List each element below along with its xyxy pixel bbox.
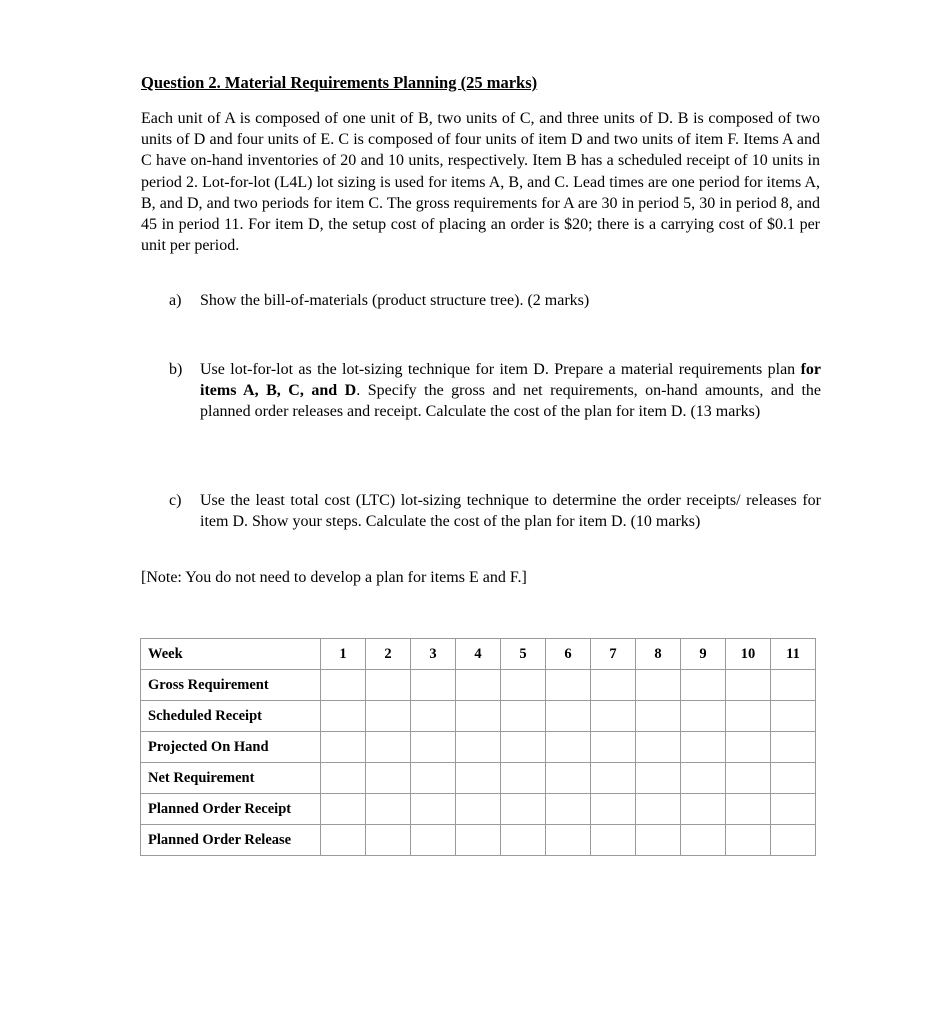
part-b-text-bold: for items A, B, C, and D bbox=[200, 361, 821, 400]
empty-cell bbox=[591, 825, 636, 856]
empty-cell bbox=[411, 794, 456, 825]
empty-cell bbox=[681, 732, 726, 763]
empty-cell bbox=[726, 794, 771, 825]
empty-cell bbox=[501, 794, 546, 825]
table-row bbox=[141, 794, 816, 825]
empty-cell bbox=[636, 732, 681, 763]
week-number: 3 bbox=[411, 639, 456, 670]
part-c bbox=[169, 490, 821, 532]
empty-cell bbox=[636, 825, 681, 856]
part-a-label: a) bbox=[169, 292, 182, 309]
empty-cell bbox=[681, 701, 726, 732]
part-c-label: c) bbox=[169, 492, 182, 509]
empty-cell bbox=[501, 763, 546, 794]
week-number: 9 bbox=[681, 639, 726, 670]
empty-cell bbox=[456, 825, 501, 856]
empty-cell bbox=[366, 825, 411, 856]
week-number: 5 bbox=[501, 639, 546, 670]
part-c-text: Use the least total cost (LTC) lot-sizing technique to determine the order receipts/ releases for item D. Show your steps. Calculate the cost of the plan for item D. (10 marks) bbox=[200, 492, 821, 531]
empty-cell bbox=[636, 701, 681, 732]
part-b-label: b) bbox=[169, 361, 183, 378]
empty-cell bbox=[681, 670, 726, 701]
empty-cell bbox=[501, 701, 546, 732]
empty-cell bbox=[456, 763, 501, 794]
note: [Note: You do not need to develop a plan for items E and F.] bbox=[141, 569, 527, 586]
empty-cell bbox=[456, 701, 501, 732]
empty-cell bbox=[411, 670, 456, 701]
empty-cell bbox=[411, 732, 456, 763]
empty-cell bbox=[456, 794, 501, 825]
empty-cell bbox=[501, 670, 546, 701]
empty-cell bbox=[411, 763, 456, 794]
empty-cell bbox=[546, 732, 591, 763]
empty-cell bbox=[771, 794, 816, 825]
empty-cell bbox=[591, 670, 636, 701]
empty-cell bbox=[366, 670, 411, 701]
empty-cell bbox=[636, 670, 681, 701]
empty-cell bbox=[726, 732, 771, 763]
empty-cell bbox=[591, 763, 636, 794]
empty-cell bbox=[771, 825, 816, 856]
empty-cell bbox=[456, 670, 501, 701]
empty-cell bbox=[321, 701, 366, 732]
week-number: 10 bbox=[726, 639, 771, 670]
empty-cell bbox=[501, 825, 546, 856]
empty-cell bbox=[726, 670, 771, 701]
empty-cell bbox=[411, 701, 456, 732]
part-b-text bbox=[200, 359, 821, 423]
row-label: Planned Order Release bbox=[141, 825, 321, 856]
empty-cell bbox=[546, 794, 591, 825]
empty-cell bbox=[771, 763, 816, 794]
empty-cell bbox=[636, 763, 681, 794]
empty-cell bbox=[501, 732, 546, 763]
row-label: Scheduled Receipt bbox=[141, 701, 321, 732]
empty-cell bbox=[726, 701, 771, 732]
week-number: 1 bbox=[321, 639, 366, 670]
table-row bbox=[141, 732, 816, 763]
empty-cell bbox=[366, 732, 411, 763]
question-body: Each unit of A is composed of one unit of B, two units of C, and three units of D. B is composed of two units of D and four units of E. C is composed of four units of item D and two units of item F. Items A and C have on-hand inventories of 20 and 10 units, respectively. Item B has a scheduled receipt of 10 units in period 2. Lot-for-lot (L4L) lot sizing is used for items A, B, and C. Lead times are one period for items A, B, and D, and two periods for item C. The gross requirements for A are 30 in period 5, 30 in period 8, and 45 in period 11. For item D, the setup cost of placing an order is $20; there is a carrying cost of $0.1 per unit per period. bbox=[141, 110, 820, 255]
row-label: Planned Order Receipt bbox=[141, 794, 321, 825]
empty-cell bbox=[321, 763, 366, 794]
empty-cell bbox=[591, 701, 636, 732]
empty-cell bbox=[726, 825, 771, 856]
empty-cell bbox=[681, 825, 726, 856]
part-a bbox=[169, 290, 821, 311]
part-b-text-end: . Specify the gross and net requirements, on-hand amounts, and the planned order releases and receipt. Calculate the cost of the plan for item D. (13 marks) bbox=[200, 382, 822, 421]
week-number: 7 bbox=[591, 639, 636, 670]
empty-cell bbox=[546, 670, 591, 701]
empty-cell bbox=[771, 701, 816, 732]
empty-cell bbox=[546, 825, 591, 856]
empty-cell bbox=[411, 825, 456, 856]
row-label: Projected On Hand bbox=[141, 732, 321, 763]
part-a-text: Show the bill-of-materials (product structure tree). (2 marks) bbox=[200, 292, 590, 309]
question-title: Question 2. Material Requirements Planning (25 marks) bbox=[141, 73, 538, 92]
empty-cell bbox=[321, 732, 366, 763]
empty-cell bbox=[771, 732, 816, 763]
empty-cell bbox=[636, 794, 681, 825]
row-label: Gross Requirement bbox=[141, 670, 321, 701]
week-number: 8 bbox=[636, 639, 681, 670]
row-label: Net Requirement bbox=[141, 763, 321, 794]
empty-cell bbox=[681, 794, 726, 825]
empty-cell bbox=[321, 825, 366, 856]
empty-cell bbox=[771, 670, 816, 701]
empty-cell bbox=[321, 794, 366, 825]
empty-cell bbox=[591, 794, 636, 825]
week-number: 4 bbox=[456, 639, 501, 670]
table-row bbox=[141, 670, 816, 701]
part-b-text-start: Use lot-for-lot as the lot-sizing technique for item D. Prepare a material requirements plan bbox=[200, 361, 801, 378]
empty-cell bbox=[366, 701, 411, 732]
table-row bbox=[141, 763, 816, 794]
empty-cell bbox=[366, 794, 411, 825]
empty-cell bbox=[366, 763, 411, 794]
table-row bbox=[141, 701, 816, 732]
empty-cell bbox=[546, 701, 591, 732]
table-header-row bbox=[141, 639, 816, 670]
empty-cell bbox=[681, 763, 726, 794]
mrp-table bbox=[140, 638, 816, 856]
week-number: 2 bbox=[366, 639, 411, 670]
empty-cell bbox=[726, 763, 771, 794]
empty-cell bbox=[456, 732, 501, 763]
empty-cell bbox=[546, 763, 591, 794]
empty-cell bbox=[321, 670, 366, 701]
week-number: 6 bbox=[546, 639, 591, 670]
table-row bbox=[141, 825, 816, 856]
part-b bbox=[169, 359, 821, 423]
week-header: Week bbox=[141, 639, 321, 670]
week-number: 11 bbox=[771, 639, 816, 670]
empty-cell bbox=[591, 732, 636, 763]
